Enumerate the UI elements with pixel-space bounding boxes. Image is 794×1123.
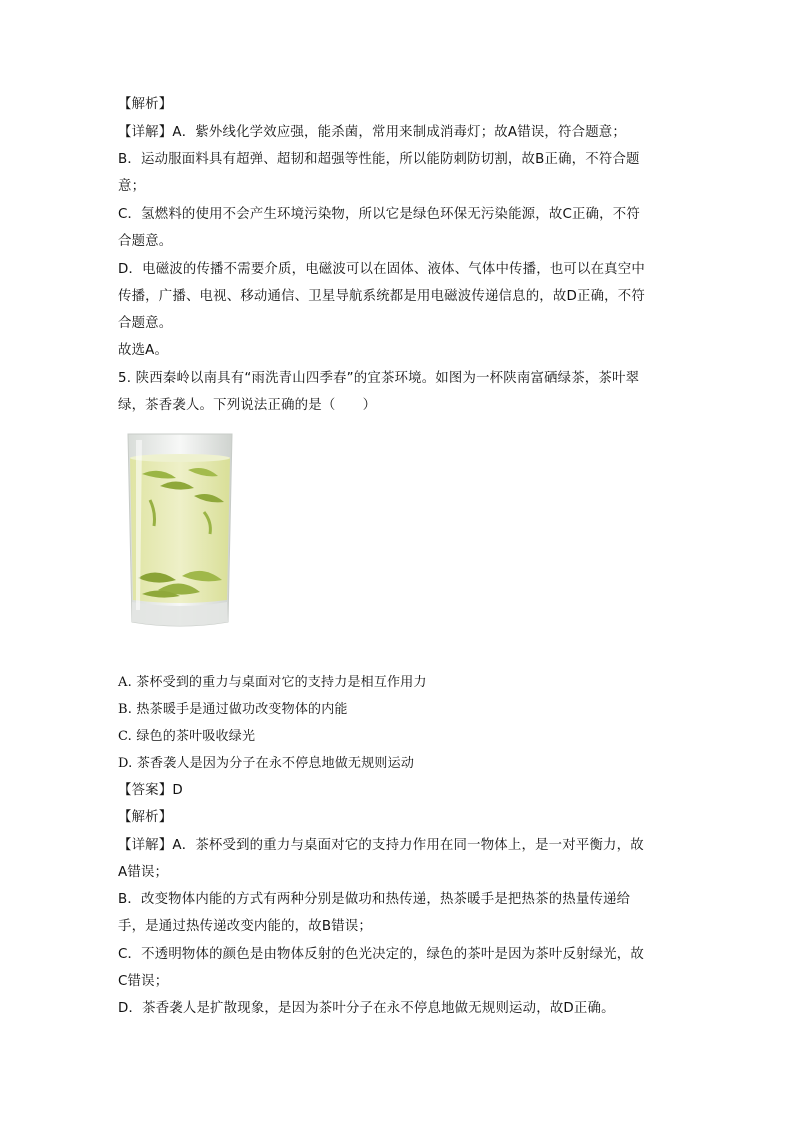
analysis-heading: 【解析】: [118, 810, 173, 825]
analysis-line: 传播，广播、电视、移动通信、卫星导航系统都是用电磁波传递信息的，故D正确，不符: [118, 289, 645, 304]
analysis-line: A错误；: [118, 865, 169, 880]
analysis-line: 手，是通过热传递改变内能的，故B错误；: [118, 919, 373, 934]
analysis-line: C．不透明物体的颜色是由物体反射的色光决定的，绿色的茶叶是因为茶叶反射绿光，故: [118, 947, 644, 962]
option-d: D. 茶香袭人是因为分子在永不停息地做无规则运动: [118, 756, 415, 771]
question-stem: 5. 陕西秦岭以南具有“雨洗青山四季春”的宜茶环境。如图为一杯陕南富硒绿茶，茶叶翠: [118, 371, 640, 386]
analysis-line: D．茶香袭人是扩散现象，是因为茶叶分子在永不停息地做无规则运动，故D正确。: [118, 1001, 615, 1016]
analysis-line: B．改变物体内能的方式有两种分别是做功和热传递，热茶暖手是把热茶的热量传递给: [118, 892, 631, 907]
option-c: C. 绿色的茶叶吸收绿光: [118, 729, 256, 744]
analysis-line: 合题意。: [118, 316, 173, 331]
analysis-line: 合题意。: [118, 234, 173, 249]
option-a: A. 茶杯受到的重力与桌面对它的支持力是相互作用力: [118, 675, 427, 690]
analysis-line: 意；: [118, 179, 146, 194]
analysis-line: D．电磁波的传播不需要介质，电磁波可以在固体、液体、气体中传播，也可以在真空中: [118, 262, 645, 277]
analysis-line: C错误；: [118, 974, 169, 989]
green-tea-glass-image: [120, 430, 240, 640]
analysis-line: B．运动服面料具有超弹、超韧和超强等性能，所以能防刺防切割，故B正确，不符合题: [118, 152, 640, 167]
tea-glass-icon: [120, 430, 240, 640]
analysis-heading: 【解析】: [118, 97, 173, 112]
analysis-line: 【详解】A．紫外线化学效应强，能杀菌，常用来制成消毒灯；故A错误，符合题意；: [118, 125, 626, 140]
analysis-line: 故选A。: [118, 343, 169, 358]
question-stem: 绿，茶香袭人。下列说法正确的是（ ）: [118, 398, 377, 413]
analysis-line: 【详解】A．茶杯受到的重力与桌面对它的支持力作用在同一物体上，是一对平衡力，故: [118, 838, 644, 853]
analysis-line: C．氢燃料的使用不会产生环境污染物，所以它是绿色环保无污染能源，故C正确，不符: [118, 207, 640, 222]
option-b: B. 热茶暖手是通过做功改变物体的内能: [118, 702, 348, 717]
answer-label: 【答案】D: [118, 783, 183, 798]
